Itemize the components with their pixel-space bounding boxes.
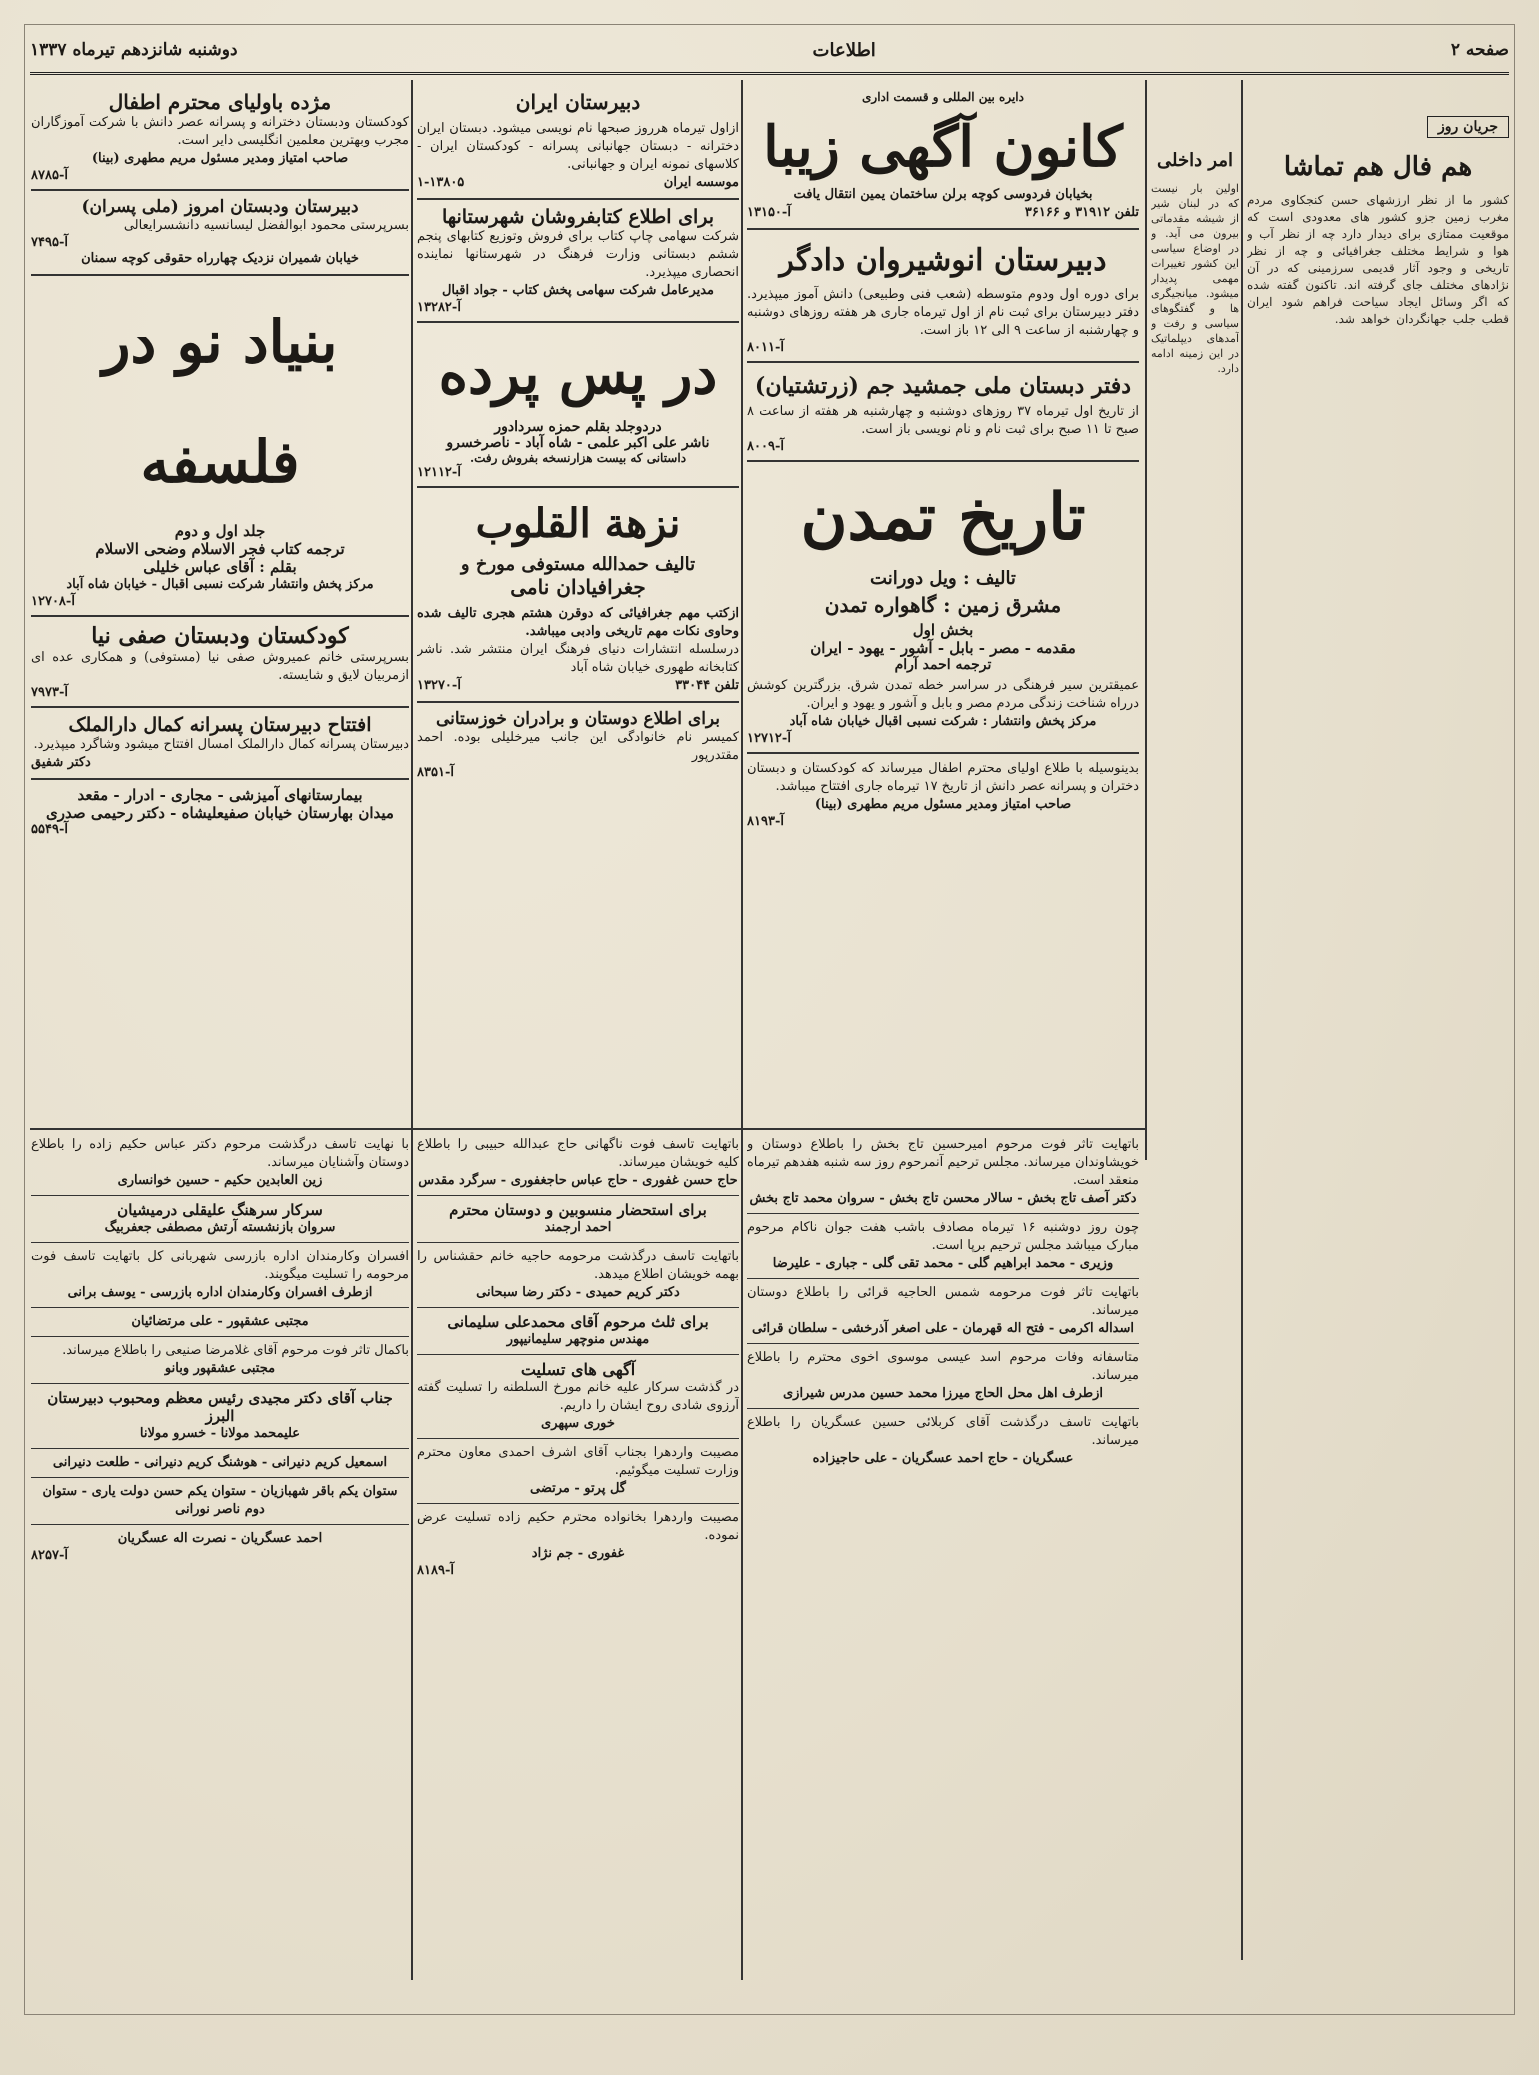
novel-publisher: ناشر علی اکبر علمی - شاه آباد - ناصرخسرو <box>446 435 710 451</box>
obit-sign: حاج حسن غفوری - حاج عباس حاجغفوری - سرگرد مقدس <box>418 1173 738 1188</box>
philosophy-by: بقلم : آقای عباس خلیلی <box>143 558 297 576</box>
ad-ref: آ-۷۴۹۵ <box>31 235 68 250</box>
obit-sign: مجتبی عشقپور - علی مرتضائیان <box>131 1314 309 1329</box>
school-anushirvan-title: دبیرستان انوشیروان دادگر <box>779 243 1107 278</box>
ad-ref: آ-۱۲۱۱۲ <box>417 465 461 480</box>
obit-text: متاسفانه وفات مرحوم اسد عیسی موسوی اخوی محترم را باطلاع میرساند. <box>747 1350 1139 1383</box>
section-rule <box>30 1128 1147 1130</box>
ad-dept: دایره بین المللی و قسمت اداری <box>862 90 1024 104</box>
obit-text: جناب آقای دکتر مجیدی رئیس معظم ومحبوب دبیرستان البرز <box>47 1389 393 1425</box>
novel-author: دردوجلد بقلم حمزه سردادور <box>494 419 662 435</box>
book-translator: ترجمه احمد آرام <box>894 657 992 673</box>
notice-body: بدینوسیله با طلاع اولیای محترم اطفال میرساند که کودکستان و دبستان دختران و پسرانه عصر دانش از تاریخ ۱۷ تیرماه جاری افتتاح میباشد. <box>747 761 1139 794</box>
obituaries-left <box>31 1136 409 1976</box>
domestic-body: اولین بار نیست که در لبنان شیر از شیشه مقدماتی بیرون می آید. و در اوضاع سیاسی این کشور تغییرات مهمی پدیدار میشود. میانجیگری ها و گفتگوهای سیاسی و رفت و آمدهای دیپلماتیک در این زمینه ادامه دارد. <box>1151 182 1239 375</box>
obit-text: مصیبت واردهرا بجناب آقای اشرف احمدی معاون محترم وزارت تسلیت میگوئیم. <box>417 1445 739 1478</box>
book-subtitle: مشرق زمین : گاهواره تمدن <box>824 593 1062 617</box>
obit-text: سرکار سرهنگ علیقلی درمیشیان <box>117 1201 323 1219</box>
obit-text: چون روز دوشنبه ۱۶ تیرماه مصادف باشب هفت جوان ناکام مرحوم مبارک میباشد مجلس ترحیم برپا است. <box>747 1220 1139 1253</box>
ad-ref: آ-۱۳۲۸۲ <box>417 300 461 315</box>
issue-date: دوشنبه شانزدهم تیرماه ۱۳۳۷ <box>30 40 238 60</box>
obit-sign: اسمعیل کریم دنیرانی - هوشنگ کریم دنیرانی - طلعت دنیرانی <box>52 1455 388 1470</box>
obit-text: باتهایت تاثر فوت مرحومه شمس الحاجیه قرائی را باطلاع دوستان میرساند. <box>747 1285 1139 1318</box>
hospital-address: میدان بهارستان خیابان صفیعلیشاه - دکتر رحیمی صدری <box>46 804 394 822</box>
column-editorial <box>1247 80 1509 1980</box>
obit-sign: وزیری - محمد ابراهیم گلی - محمد تقی گلی - جباری - علیرضا <box>772 1256 1114 1271</box>
ad-ref: آ-۸۰۰۹ <box>747 439 784 454</box>
obit-sign: احمد عسگریان - نصرت اله عسگریان <box>117 1531 323 1546</box>
philosophy-publisher: مرکز پخش وانتشار شرکت نسبی اقبال - خیابان شاه آباد <box>66 577 374 592</box>
school-iran-title: دبیرستان ایران <box>515 90 641 114</box>
ad-phone: تلفن ۳۱۹۱۲ و ۳۶۱۶۶ <box>1024 205 1139 220</box>
obit-text: باتهایت تاسف درگذشت مرحومه حاجیه خانم حقشناس را بهمه خویشان اطلاع میدهد. <box>417 1249 739 1282</box>
philosophy-title: بنیاد نو در فلسفه <box>102 308 338 496</box>
obit-sign: سروان بازنشسته آرتش مصطفی جعفربیگ <box>104 1220 336 1235</box>
column-rule <box>411 80 413 1980</box>
kamal-body: دبیرستان پسرانه کمال دارالملک امسال افتتاح میشود وشاگرد میپذیرد. <box>33 737 409 752</box>
editorial-body: کشور ما از نظر ارزشهای حسن کنجکاوی مردم مغرب زمین جزو کشور های معدودی است که موقعیت ممتازی برای دیدار دارد چه از نظر آب و هوا و شرایط مختلف جغرافیائی و چه از نظر تاریخی و وجود آثار قدیمی سرزمینی که در آن نژادهای مختلف جای گرفته اند. تاکنون گفته شده که اگر وسائل ایجاد سیاحت فراهم شود ایران قطب جلب جهانگردان خواهد شد. <box>1247 193 1509 326</box>
obit-text: در گذشت سرکار علیه خانم مورخ السلطنه را تسلیت گفته آرزوی شادی روح ایشان را داریم. <box>417 1380 739 1413</box>
kids-sign: صاحب امتیاز ومدیر مسئول مریم مطهری (بینا) <box>91 151 349 166</box>
nozhat-publisher: درسلسله انتشارات دنیای فرهنگ ایران منتشر شد. ناشر کتابخانه طهوری خیابان شاه آباد <box>417 642 739 675</box>
safi-body: بسرپرستی خانم عمیروش صفی نیا (مستوفی) و همکاری عده ای ازمربیان لایق و شایسته. <box>31 650 409 683</box>
ad-ref: آ-۸۳۵۱ <box>417 765 454 780</box>
provinces-sign: مدیرعامل شرکت سهامی پخش کتاب - جواد اقبال <box>441 283 715 298</box>
ad-ref: آ-۷۹۷۳ <box>31 685 68 700</box>
obit-text: باتهایت تاسف فوت ناگهانی حاج عبدالله حبیبی را باطلاع کلیه خویشان میرساند. <box>417 1137 739 1170</box>
obit-sign: دکتر کریم حمیدی - دکتر رضا سبحانی <box>476 1285 680 1300</box>
jamshid-office-body: از تاریخ اول تیرماه ۳۷ روزهای دوشنبه و چهارشنبه هر هفته از ساعت ۸ صبح تا ۱۱ صبح برای ثبت نام و نام نویسی باز است. <box>747 404 1139 437</box>
ad-ref: ۱-۱۳۸۰۵ <box>417 175 465 190</box>
domestic-title: امر داخلی <box>1157 150 1233 171</box>
obit-sign: اسداله اکرمی - فتح اله قهرمان - علی اصغر آذرخشی - سلطان قرائی <box>751 1321 1135 1336</box>
emrouz-body: بسرپرستی محمود ابوالفضل لیسانسیه دانشسرایعالی <box>123 218 409 233</box>
provinces-body: شرکت سهامی چاپ کتاب برای فروش وتوزیع کتابهای پنجم ششم دبستانی وزارت فرهنگ در شهرستانها نماینده انحصاری میپذیرد. <box>417 229 739 280</box>
notice-sign: صاحب امتیاز ومدیر مسئول مریم مطهری (بینا) <box>814 797 1072 812</box>
philosophy-translation: ترجمه کتاب فجر الاسلام وضحی الاسلام <box>95 540 345 558</box>
obit-text: مصیبت واردهرا بخانواده محترم حکیم زاده تسلیت عرض نموده. <box>417 1510 739 1543</box>
school-anushirvan-body: برای دوره اول ودوم متوسطه (شعب فنی وطبیعی) دانش آموز میپذیرد. دفتر دبیرستان برای ثبت نام از اول تیرماه جاری هر هفته روزهای دوشنبه و چهارشنبه از ساعت ۹ الی ۱۲ باز است. <box>747 287 1139 338</box>
obit-sign: مجتبی عشقپور وبانو <box>164 1361 276 1376</box>
obit-sign: دکتر آصف تاج بخش - سالار محسن تاج بخش - سروان محمد تاج بخش <box>749 1191 1137 1206</box>
obit-text: برای ثلث مرحوم آقای محمدعلی سلیمانی <box>447 1313 709 1331</box>
obituaries-middle <box>417 1136 739 1976</box>
obit-sign: ستوان یکم باقر شهبازیان - ستوان یکم حسن دولت یاری - ستوان دوم ناصر نورانی <box>42 1484 398 1517</box>
book-toc: مقدمه - مصر - بابل - آشور - یهود - ایران <box>810 639 1076 657</box>
school-iran-body: ازاول تیرماه هرروز صبحها نام نویسی میشود. دبستان ایران دخترانه - دبستان جهانبانی پسرانه - کودکستان ایران - کلاسهای نمونه ایران و جهانبانی. <box>417 121 739 172</box>
column-ads-b <box>417 80 739 1120</box>
obit-text: افسران وکارمندان اداره بازرسی شهربانی کل باتهایت تاسف فوت مرحومه را تسلیت میگویند. <box>31 1249 409 1282</box>
obit-sign: علیمحمد مولانا - خسرو مولانا <box>139 1426 301 1441</box>
novel-description: داستانی که بیست هزارنسخه بفروش رفت. <box>469 451 687 465</box>
column-ads-a <box>747 80 1139 1120</box>
nozhat-author: تالیف حمدالله مستوفی مورخ و <box>460 554 696 575</box>
khuzestan-body: کمیسر نام خانوادگی این جانب میرخلیلی بوده. احمد مقتدرپور <box>417 730 739 763</box>
obit-sign: گل پرتو - مرتضی <box>530 1481 626 1496</box>
obit-sign: مهندس منوچهر سلیمانیپور <box>506 1332 650 1347</box>
obit-text: برای استحضار منسوبین و دوستان محترم <box>449 1201 707 1219</box>
emrouz-address: خیابان شمیران نزدیک چهارراه حقوقی کوچه سمنان <box>81 251 359 266</box>
ad-ref: آ-۸۱۹۳ <box>747 814 784 829</box>
page-number: صفحه ۲ <box>1450 40 1509 60</box>
nozhat-subtitle: جغرافیادان نامی <box>510 575 646 599</box>
ad-ref: آ-۸۷۸۵ <box>31 168 68 183</box>
obit-sign: غفوری - جم نژاد <box>531 1546 625 1561</box>
kamal-title: افتتاح دبیرستان پسرانه کمال دارالملک <box>68 714 372 736</box>
obit-sign: عسگریان - حاج احمد عسگریان - علی حاجیزاده <box>812 1451 1074 1466</box>
column-domestic <box>1151 80 1239 1160</box>
kicker: جریان روز <box>1427 116 1509 138</box>
obit-text: باکمال تاثر فوت مرحوم آقای غلامرضا صنیعی را باطلاع میرساند. <box>62 1343 409 1358</box>
ad-ref: آ-۸۱۸۹ <box>417 1563 454 1578</box>
ad-ref: آ-۸۰۱۱ <box>747 340 784 355</box>
kids-title: مژده باولیای محترم اطفال <box>108 90 332 114</box>
masthead <box>30 28 1509 75</box>
nozhat-title: نزهة القلوب <box>475 500 681 547</box>
ad-ref: آ-۱۲۷۰۸ <box>31 594 75 609</box>
obit-text: باتهایت تاسف درگذشت آقای کربلائی حسین عسگریان را باطلاع میرساند. <box>747 1415 1139 1448</box>
provinces-title: برای اطلاع کتابفروشان شهرستانها <box>441 206 715 228</box>
obit-sign: ازطرف اهل محل الحاج میرزا محمد حسین مدرس شیرازی <box>782 1386 1103 1401</box>
kamal-sign: دکتر شفیق <box>31 755 91 770</box>
column-rule <box>1241 80 1243 1960</box>
obit-sign: زین العابدین حکیم - حسین خوانساری <box>117 1173 323 1188</box>
safi-title: کودکستان ودبستان صفی نیا <box>91 623 349 649</box>
obit-text: با نهایت تاسف درگذشت مرحوم دکتر عباس حکیم زاده را باطلاع دوستان وآشنایان میرساند. <box>31 1137 409 1170</box>
book-description: عمیقترین سیر فرهنگی در سراسر خطه تمدن شرق. بزرگترین کوشش درراه شناخت زندگی مردم مصر و بابل و آشور و یهود و ایران. <box>747 678 1139 711</box>
novel-title: در پس پرده <box>438 341 718 407</box>
column-rule <box>741 80 743 1980</box>
ad-ref: آ-۱۲۷۱۲ <box>747 731 791 746</box>
khuzestan-title: برای اطلاع دوستان و برادران خوزستانی <box>435 709 721 729</box>
kids-body: کودکستان ودبستان دخترانه و پسرانه عصر دانش با شرکت آموزگاران مجرب وبهترین معلمین انگلیسی دایر است. <box>31 115 409 148</box>
ad-brand: کانون آگهی زیبا <box>763 114 1123 180</box>
philosophy-volume: جلد اول و دوم <box>174 522 266 540</box>
obit-sign: خوری سپهری <box>541 1416 615 1431</box>
editorial-title: هم فال هم تماشا <box>1283 152 1473 182</box>
obit-sign: ازطرف افسران وکارمندان اداره بازرسی - یوسف برانی <box>67 1285 373 1300</box>
obit-sign: احمد ارجمند <box>544 1220 612 1235</box>
ad-ref: آ-۱۳۱۵۰ <box>747 205 791 220</box>
ad-ref: آ-۸۲۵۷ <box>31 1548 68 1563</box>
ad-address: بخیابان فردوسی کوچه برلن ساختمان یمین انتقال یافت <box>793 187 1093 202</box>
book-author: تالیف : ویل دورانت <box>870 568 1016 589</box>
ad-ref: آ-۱۳۲۷۰ <box>417 678 461 693</box>
emrouz-title: دبیرستان ودبستان امروز (ملی پسران) <box>81 197 359 217</box>
ad-ref: آ-۵۵۴۹ <box>31 822 68 837</box>
obituaries-right <box>747 1136 1139 1976</box>
book-title: تاریخ تمدن <box>800 480 1086 555</box>
jamshid-office-title: دفتر دبستان ملی جمشید جم (زرتشتیان) <box>754 373 1132 399</box>
book-part: بخش اول <box>912 621 974 639</box>
newspaper-name: اطلاعات <box>812 39 876 61</box>
column-rule <box>1145 80 1147 1160</box>
nozhat-description: ازکتب مهم جغرافیائی که دوقرن هشتم هجری تالیف شده وحاوی نکات مهم تاریخی وادبی میباشد. <box>417 606 739 639</box>
obit-text: باتهایت تاثر فوت مرحوم امیرحسین تاج بخش را باطلاع دوستان و خویشاوندان میرساند. مجلس ترحیم آنمرحوم روز سه شنبه هفدهم تیرماه منعقد است. <box>747 1137 1139 1188</box>
condolences-title: آگهی های تسلیت <box>520 1360 636 1379</box>
nozhat-phone: تلفن ۳۳۰۴۴ <box>675 678 739 693</box>
column-ads-c <box>31 80 409 1120</box>
school-iran-inst: موسسه ایران <box>663 175 739 190</box>
hospital-title: بیمارستانهای آمیزشی - مجاری - ادرار - مقعد <box>77 786 363 804</box>
book-publisher: مرکز پخش وانتشار : شرکت نسبی اقبال خیابان شاه آباد <box>789 714 1097 729</box>
